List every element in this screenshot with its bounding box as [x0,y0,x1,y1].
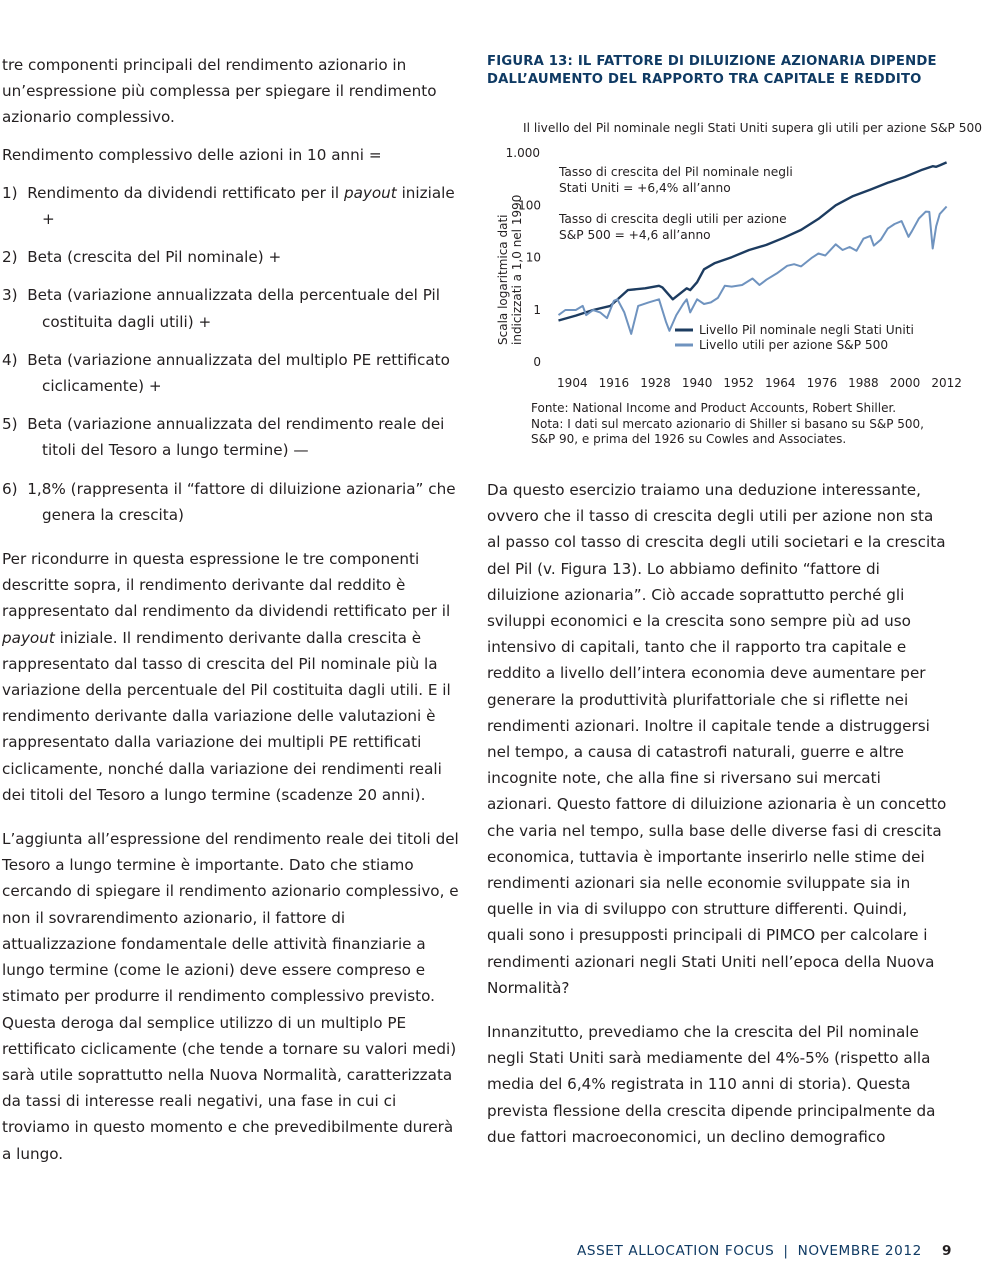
right-column [487,477,949,1150]
y-tick-label: 0 [533,355,541,369]
formula-heading: Rendimento complessivo delle azioni in 10 anni = [2,145,382,164]
body-paragraph-2: L’aggiunta all’espressione del rendimento reale dei titoli del Tesoro a lungo termine è importante. Dato che stiamo cercando di spiegare il rendimento azionario complessivo, e non il sovrarendimento azionario, il fattore di attualizzazione fondamentale delle attività finanziarie a lungo termine (come le azioni) deve essere compreso e stimato per produrre il rendimento complessivo previsto. Questa deroga dal semplice utilizzo di un multiplo PE rettificato ciclicamente (che tende a tornare su valori medi) sarà utile soprattutto nella Nuova Normalità, caratterizzata da tassi di interesse reali negativi, una fase in cui ci troviamo in questo momento e che prevedibilmente durerà a lungo. [2,830,459,1163]
issue-date: NOVEMBRE 2012 [797,1243,922,1259]
figure-source [531,401,951,448]
figure-title: FIGURA 13: IL FATTORE DI DILUIZIONE AZIONARIA DIPENDE DALL’AUMENTO DEL RAPPORTO TRA CAPITALE E REDDITO [487,54,937,87]
x-tick-label: 2000 [889,376,921,390]
intro-paragraph: tre componenti principali del rendimento azionario in un’espressione più complessa per spiegare il rendimento azionario complessivo. [2,56,437,127]
formula-item-1: 1) Rendimento da dividendi rettificato per il payout iniziale + [2,183,455,229]
right-paragraph-2: Innanzitutto, prevediamo che la crescita del Pil nominale negli Stati Uniti sarà mediamente del 4%-5% (rispetto alla media del 6,4% registrata in 110 anni di storia). Questa prevista flessione della crescita dipende principalmente da due fattori macroeconomici, un declino demografico [487,1023,936,1146]
x-tick-label: 1928 [640,376,671,390]
x-tick-label: 1904 [557,376,588,390]
formula-item-4: 4) Beta (variazione annualizzata del multiplo PE rettificato ciclicamente) + [2,350,450,396]
annotation-gdp-line-2: Stati Uniti = +6,4% all’anno [559,181,731,195]
line-chart [487,140,962,398]
x-tick-label: 1940 [681,376,713,390]
formula-item-2: 2) Beta (crescita del Pil nominale) + [2,248,282,267]
x-tick-label: 1952 [723,376,754,390]
x-axis-ticks [557,376,962,390]
page-footer [577,1243,952,1259]
page-number: 9 [941,1243,952,1259]
footer-separator: | [783,1243,789,1259]
x-tick-label: 1976 [806,376,838,390]
legend [675,323,914,352]
body-paragraph-1: Per ricondurre in questa espressione le tre componenti descritte sopra, il rendimento derivante dal reddito è rappresentato dal rendimento da dividendi rettificato per il payout iniziale. Il rendimento derivante dalla crescita è rappresentato dal tasso di crescita del Pil nominale più la variazione della percentuale del Pil costituita dagli utili. E il rendimento derivante dalla variazione delle valutazioni è rappresentato dalla variazione dei multipli PE rettificati ciclicamente, nonché dalla variazione dei rendimenti reali dei titoli del Tesoro a lungo termine (scadenze 20 anni). [2,550,451,804]
left-column [2,52,464,1167]
legend-label-eps: Livello utili per azione S&P 500 [699,338,889,352]
y-tick-label: 100 [518,198,541,213]
note-text: Nota: I dati sul mercato azionario di Shiller si basano su S&P 500, S&P 90, e prima del 1926 su Cowles and Associates. [531,416,924,446]
annotation-eps-line-1: Tasso di crescita degli utili per azione [559,212,787,226]
annotation-gdp-line-1: Tasso di crescita del Pil nominale negli [559,165,793,179]
annotation-gdp [558,165,793,195]
legend-label-gdp: Livello Pil nominale negli Stati Uniti [699,323,914,337]
y-axis-label-line-1: Scala logaritmica dati [496,214,510,345]
annotation-eps [558,212,787,242]
y-axis-label-line-2: indicizzati a 1,0 nel 1990 [510,194,524,345]
annotation-eps-line-2: S&P 500 = +4,6 all’anno [559,228,711,242]
formula-item-3: 3) Beta (variazione annualizzata della percentuale del Pil costituita dagli utili) + [2,286,440,331]
y-axis-label [496,195,524,345]
x-tick-label: 1964 [764,376,796,390]
x-tick-label: 2012 [931,376,962,390]
right-paragraph-1: Da questo esercizio traiamo una deduzione interessante, ovvero che il tasso di crescita degli utili per azione non sta al passo col tasso di crescita degli utili societari e la crescita del Pil (v. Figura 13). Lo abbiamo definito “fattore di diluizione azionaria”. Ciò accade soprattutto perché gli sviluppi economici e la crescita sono sempre più ad uso intensivo di capitali, tanto che il rapporto tra capitale e reddito a livello dell’intera economia deve aumentare per generare la produttività plurifattoriale che si riflette nei rendimenti azionari. Inoltre il capitale tende a distruggersi nel tempo, a causa di catastrofi naturali, guerre e altre incognite note, che alla fine si riversano sui mercati azionari. Questo fattore di diluizione azionaria è un concetto che varia nel tempo, sulla base delle diverse fasi di crescita economica, tuttavia è importante inserirlo nelle stime dei rendimenti azionari sia nelle economie sviluppate sia in quelle in via di sviluppo con strutture differenti. Quindi, quali sono i presupposti principali di PIMCO per calcolare i rendimenti azionari negli Stati Uniti nell’epoca della Nuova Normalità? [487,481,947,997]
publication-name: ASSET ALLOCATION FOCUS [576,1243,775,1259]
x-tick-label: 1988 [848,376,879,390]
source-text: Fonte: National Income and Product Accounts, Robert Shiller. [531,401,897,415]
formula-item-5: 5) Beta (variazione annualizzata del rendimento reale dei titoli del Tesoro a lungo termine) — [2,415,445,460]
figure-subtitle: Il livello del Pil nominale negli Stati Uniti supera gli utili per azione S&P 500 [523,121,982,135]
x-tick-label: 1916 [598,376,630,390]
y-tick-label: 10 [525,250,541,265]
formula-item-6: 6) 1,8% (rappresenta il “fattore di diluizione azionaria” che genera la crescita) [2,479,456,524]
y-tick-label: 1 [533,303,541,317]
y-tick-label: 1.000 [505,146,540,160]
